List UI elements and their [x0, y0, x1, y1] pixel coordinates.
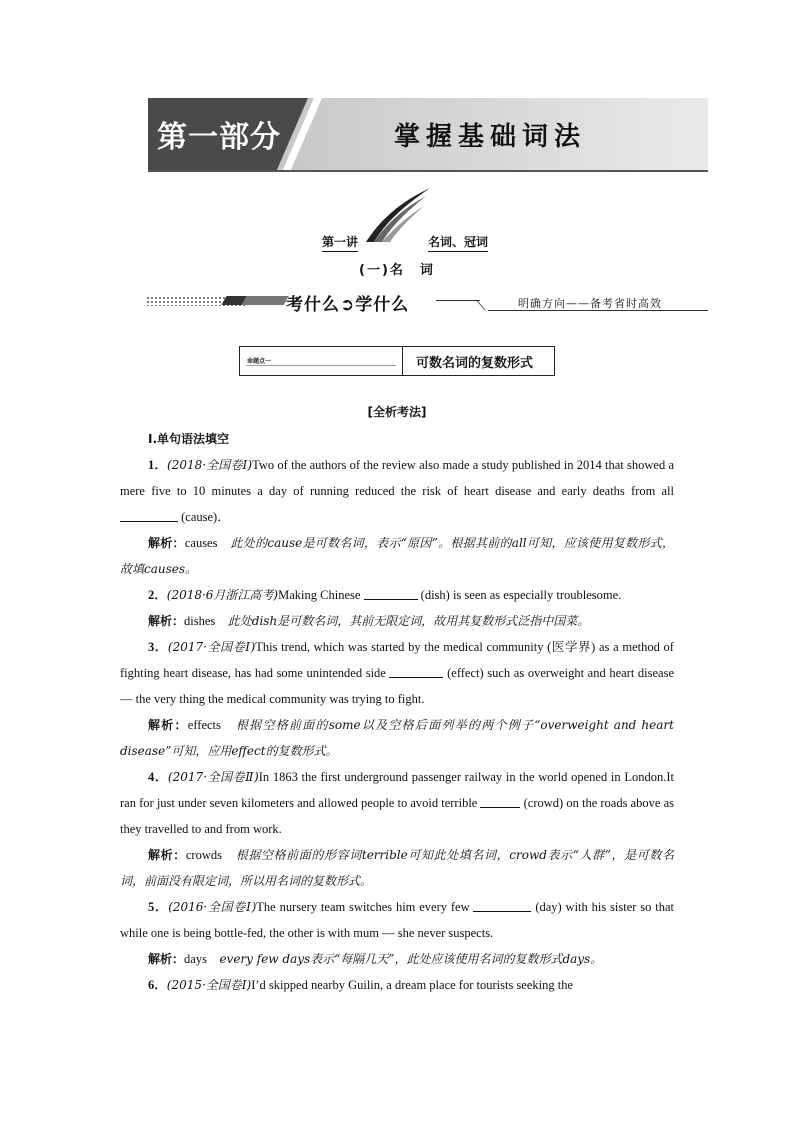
- analysis-2: [120, 608, 674, 634]
- question-text-after: (day) with his sister so that while one is being bottle-fed, the other is with mum — she never suspects.: [120, 900, 675, 940]
- answer-blank[interactable]: [364, 587, 418, 600]
- question-6: [120, 972, 674, 998]
- analysis-explanation: 根据空格前面的形容词terrible可知此处填名词，crowd表示“人群”，是可数名词，前面没有限定词，所以用名词的复数形式。: [120, 848, 674, 888]
- question-text: Making Chinese: [278, 588, 361, 602]
- question-number: 2．: [148, 588, 167, 602]
- question-number: 5．: [148, 900, 169, 914]
- question-number: 3．: [148, 640, 168, 654]
- question-text: The nursery team switches him every few: [256, 900, 470, 914]
- analysis-answer: crowds: [185, 848, 222, 862]
- analysis-3: [120, 712, 674, 764]
- exam-point-box: [239, 346, 555, 376]
- analysis-answer: days: [184, 952, 207, 966]
- question-text: Two of the authors of the review also made a study published in 2014 that showed a mere five to 10 minutes a day of running reduced the risk of heart disease and early deaths from all: [120, 458, 674, 498]
- answer-blank[interactable]: [389, 665, 443, 678]
- analysis-label: 解析：: [148, 952, 185, 966]
- ribbon-slant: [476, 300, 495, 310]
- question-text-after: (effect) such as overweight and heart disease — the very thing the medical community was trying to fight.: [120, 666, 675, 706]
- question-4: [120, 764, 674, 842]
- question-2: [120, 582, 674, 608]
- question-text: I’d skipped nearby Guilin, a dream place for tourists seeking the: [251, 978, 574, 992]
- part-title: 掌握基础词法: [394, 122, 587, 152]
- analysis-answer: causes: [184, 536, 218, 550]
- swoosh-icon: [360, 186, 432, 244]
- analysis-label: 解析：: [148, 614, 185, 628]
- question-5: [120, 894, 674, 946]
- analysis-label: 解析：: [148, 848, 186, 862]
- exercise-body: [120, 452, 674, 998]
- question-text-after: (cause)．: [181, 510, 230, 524]
- analysis-heading: [全析考法]: [367, 405, 427, 419]
- answer-blank[interactable]: [120, 509, 178, 522]
- question-source: (2016·全国卷Ⅰ): [168, 900, 257, 914]
- analysis-4: [120, 842, 674, 894]
- question-number: 4．: [148, 770, 168, 784]
- question-1: [120, 452, 674, 530]
- question-3: [120, 634, 674, 712]
- part-label: 第一部分: [157, 120, 281, 155]
- answer-blank[interactable]: [480, 795, 520, 808]
- question-number: 6．: [148, 978, 167, 992]
- ribbon-title: 考什么➲学什么: [286, 295, 410, 315]
- question-source: (2018·全国卷Ⅰ): [167, 458, 253, 472]
- question-source: (2015·全国卷Ⅰ): [166, 978, 252, 992]
- question-number: 1．: [148, 458, 168, 472]
- analysis-explanation: 此处的cause是可数名词，表示“原因”。根据其前的all可知，应该使用复数形式，故填causes。: [120, 536, 674, 576]
- ribbon-bar-light: [241, 296, 288, 305]
- exam-point-name: 可数名词的复数形式: [416, 356, 534, 371]
- part-banner: [148, 98, 708, 172]
- question-text-after: (dish) is seen as especially troublesome.: [420, 588, 622, 602]
- question-source: (2018·6月浙江高考): [166, 588, 279, 602]
- analysis-explanation: every few days表示“每隔几天”，此处应该使用名词的复数形式days。: [219, 952, 603, 966]
- analysis-explanation: 此处dish是可数名词，其前无限定词，故用其复数形式泛指中国菜。: [227, 614, 590, 628]
- ribbon-subtitle: 明确方向——备考省时高效: [518, 297, 662, 310]
- lecture-title: 名词、冠词: [428, 233, 488, 252]
- exam-point-underline: [246, 365, 396, 366]
- exam-point-tag-cell: [240, 347, 403, 375]
- exam-point-tag: 命题点一: [247, 358, 272, 365]
- ribbon-line: [436, 300, 480, 301]
- analysis-answer: effects: [187, 718, 221, 732]
- question-text: This trend, which was started by the medical community (医学界) as a method of fighting heart disease, has had some unintended side: [120, 640, 674, 680]
- analysis-1: [120, 530, 674, 582]
- analysis-label: 解析：: [148, 536, 185, 550]
- analysis-label: 解析：: [148, 718, 188, 732]
- question-text-after: (crowd) on the roads above as they travelled to and from work.: [120, 796, 674, 836]
- question-source: (2017·全国卷Ⅱ): [167, 770, 259, 784]
- answer-blank[interactable]: [473, 899, 531, 912]
- section-title: (一)名 词: [359, 263, 435, 278]
- analysis-explanation: 根据空格前面的some以及空格后面列举的两个例子“overweight and heart disease”可知，应用effect的复数形式。: [120, 718, 674, 758]
- analysis-answer: dishes: [184, 614, 216, 628]
- question-text: In 1863 the first underground passenger railway in the world opened in London.It ran for just under seven kilometers and allowed people to avoid terrible: [120, 770, 675, 810]
- question-source: (2017·全国卷Ⅰ): [167, 640, 256, 654]
- lecture-label: 第一讲: [322, 233, 358, 252]
- exercise-heading: Ⅰ.单句语法填空: [148, 432, 230, 446]
- section-ribbon: [146, 288, 708, 314]
- analysis-5: [120, 946, 674, 972]
